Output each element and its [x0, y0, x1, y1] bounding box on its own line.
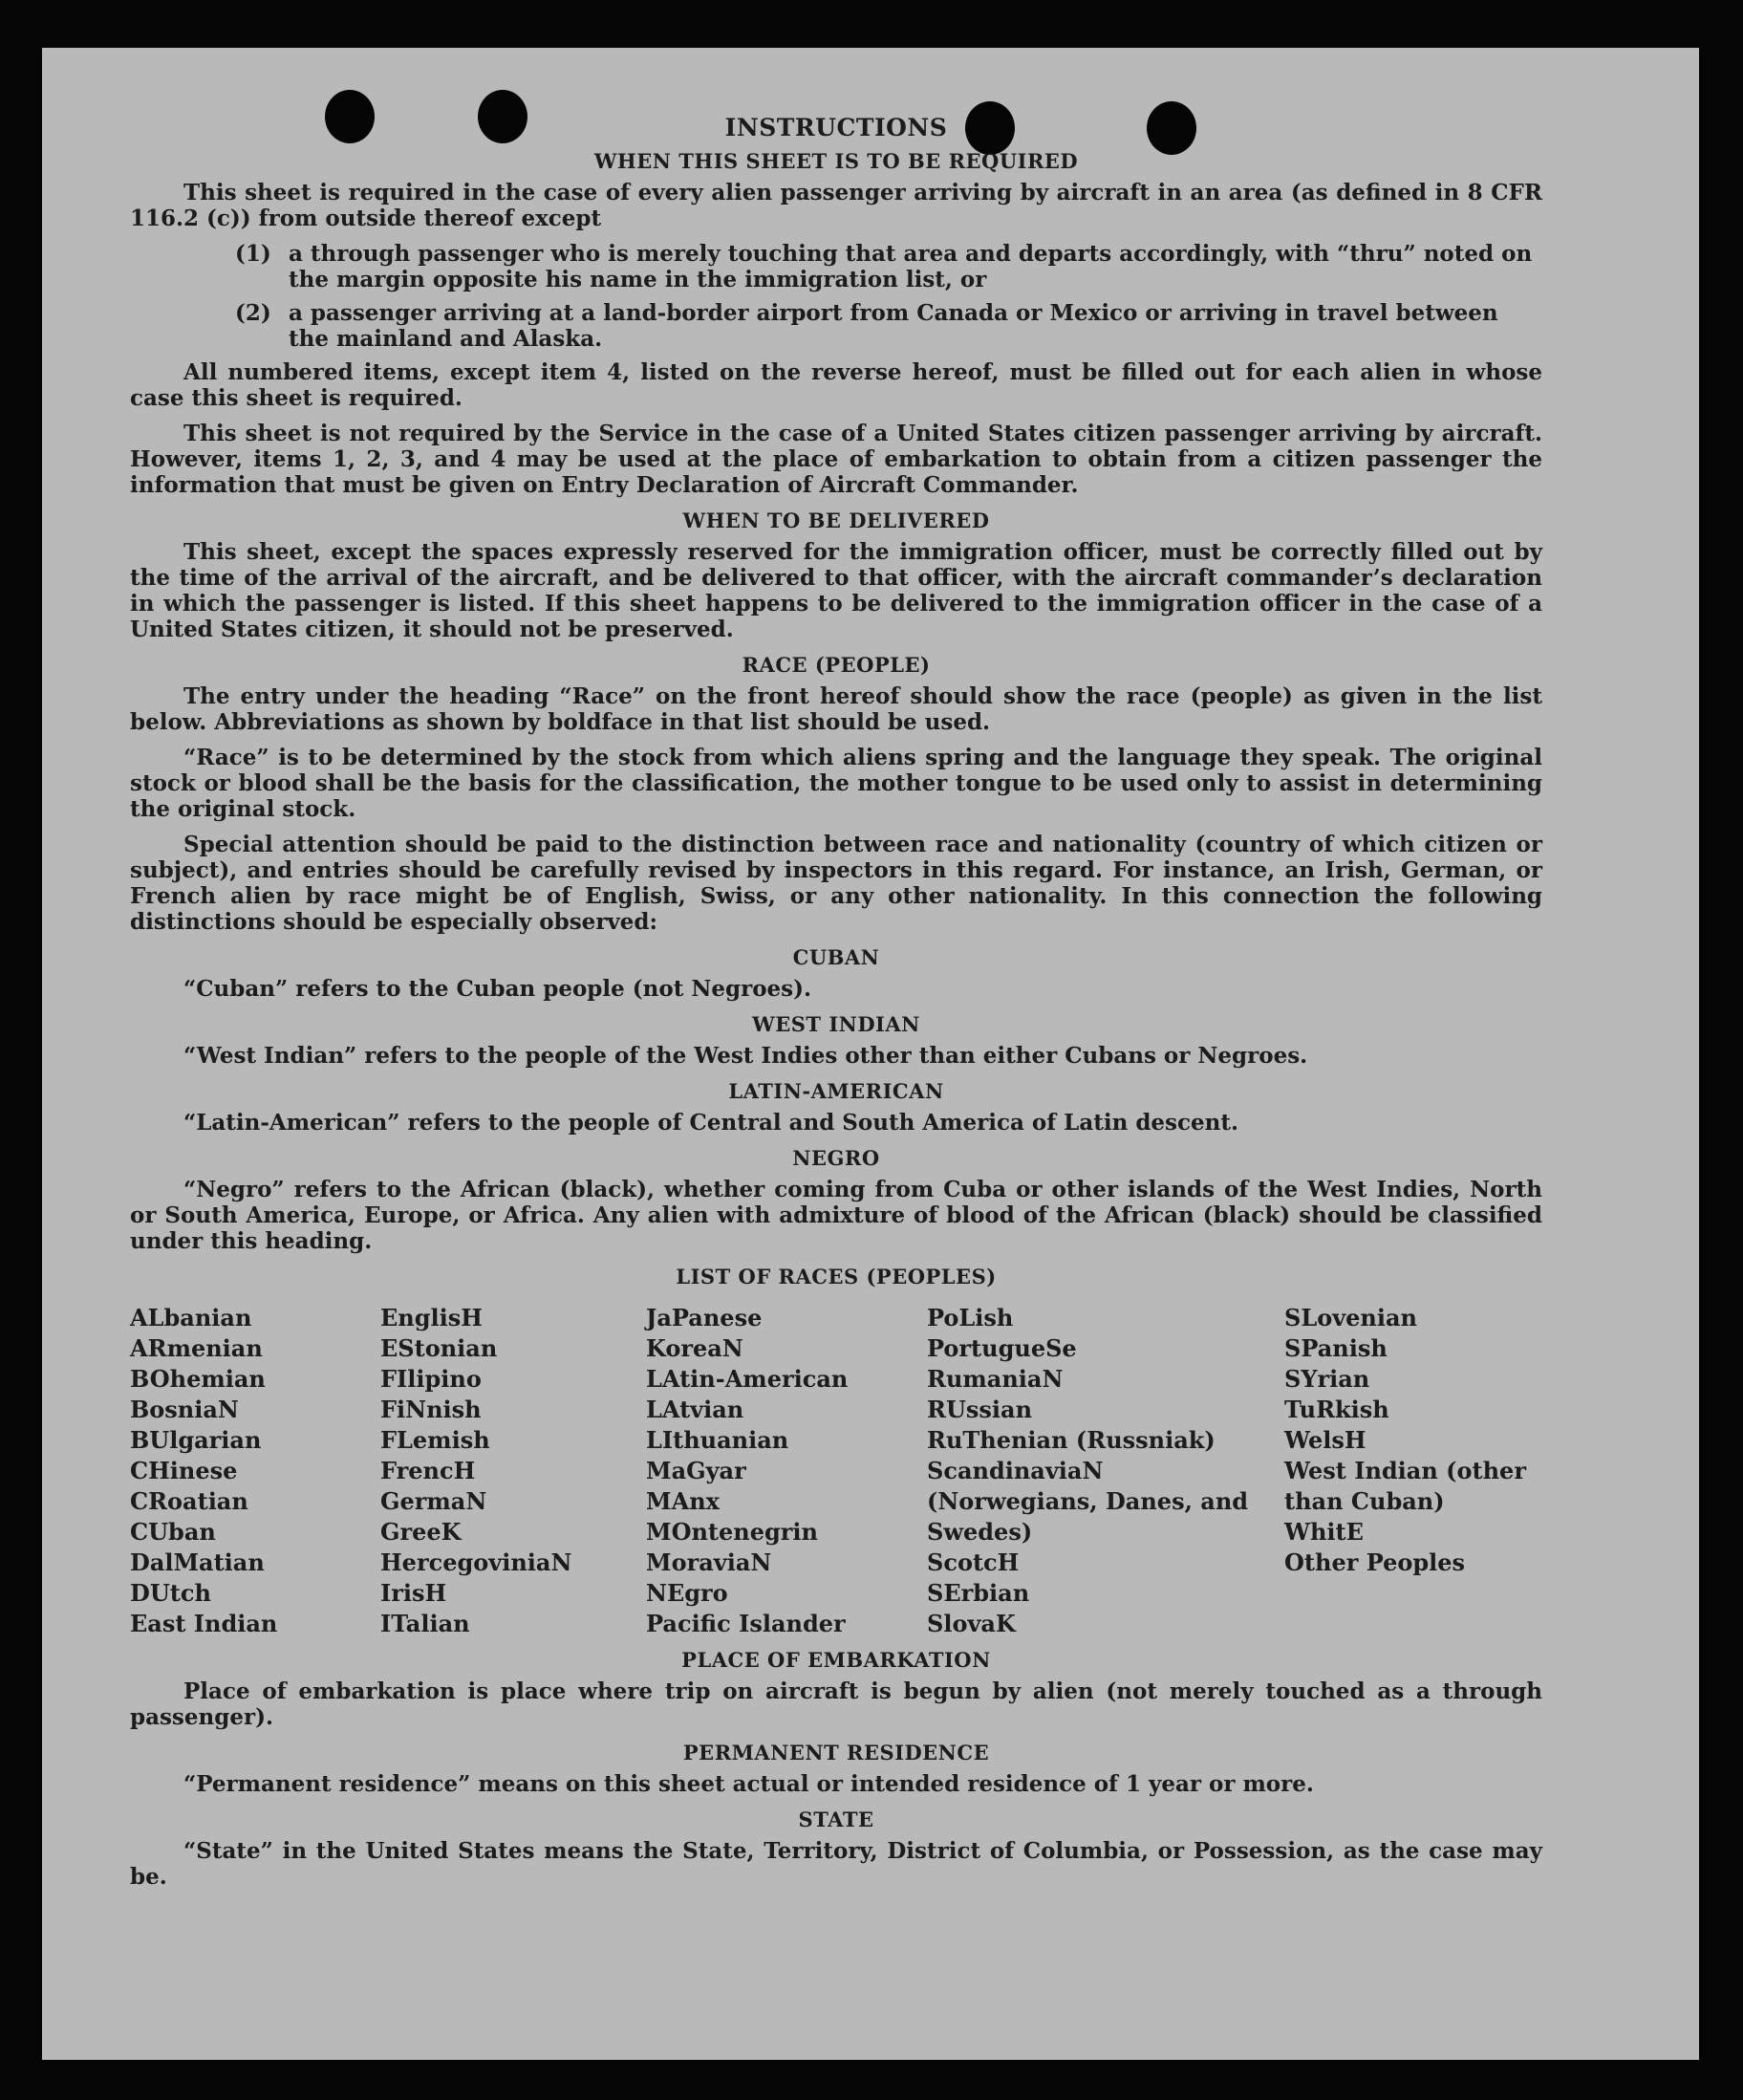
- section-title-west-indian: WEST INDIAN: [752, 1012, 920, 1036]
- race-entry: EStonian: [380, 1334, 498, 1362]
- race-entry: ITalian: [380, 1610, 470, 1637]
- race-entry: ALbanian: [130, 1304, 252, 1331]
- section-title-race: RACE (PEOPLE): [742, 653, 931, 677]
- race-entry: RumaniaN: [927, 1365, 1064, 1393]
- race-column: [380, 1303, 638, 1639]
- section-title-when-delivered: WHEN TO BE DELIVERED: [682, 509, 990, 532]
- race-entry: CHinese: [130, 1457, 238, 1484]
- race-entry: ScotcH: [927, 1548, 1020, 1576]
- race-entry: BOhemian: [130, 1365, 266, 1393]
- exception-number: (2): [235, 300, 271, 326]
- race-entry: DalMatian: [130, 1548, 265, 1576]
- race-entry: MAnx: [646, 1487, 720, 1515]
- race-para3: Special attention should be paid to the distinction between race and nationality (country of which citizen or subject), and entries should be carefully revised by inspectors in this regard. For instance, an Irish, German, or French alien by race might be of English, Swiss, or any other nationality. In this connection the following distinctions should be especially observed:: [130, 832, 1542, 935]
- negro-text: “Negro” refers to the African (black), whether coming from Cuba or other islands of the West Indies, North or South America, Europe, or Africa. Any alien with admixture of blood of the African (black) should be classified under this heading.: [130, 1177, 1542, 1254]
- race-entry: BUlgarian: [130, 1426, 262, 1454]
- race-entry: HercegoviniaN: [380, 1548, 572, 1576]
- race-entry: RuThenian (Russniak): [927, 1426, 1216, 1454]
- section-title-state: STATE: [798, 1808, 874, 1831]
- west-indian-text: “West Indian” refers to the people of the West Indies other than either Cubans or Negroes.: [183, 1043, 1308, 1069]
- race-entry: TuRkish: [1284, 1396, 1389, 1423]
- section-title-cuban: CUBAN: [792, 945, 880, 969]
- race-column: [927, 1303, 1277, 1639]
- section-title-when-required: WHEN THIS SHEET IS TO BE REQUIRED: [593, 149, 1079, 173]
- race-list: [130, 1303, 1542, 1639]
- race-entry: MoraviaN: [646, 1548, 772, 1576]
- latin-american-text: “Latin-American” refers to the people of Central and South America of Latin descent.: [183, 1110, 1238, 1136]
- race-column: [646, 1303, 919, 1639]
- race-para2: “Race” is to be determined by the stock from which aliens spring and the language they speak. The original stock or blood shall be the basis for the classification, the mother tongue to be used only to assist in determining the original stock.: [130, 745, 1542, 822]
- race-entry: NEgro: [646, 1579, 728, 1607]
- exception-item: [130, 241, 1542, 292]
- exception-item: [130, 300, 1542, 352]
- race-entry: CUban: [130, 1518, 216, 1546]
- section-title-embarkation: PLACE OF EMBARKATION: [681, 1648, 991, 1672]
- race-entry: FiNnish: [380, 1396, 482, 1423]
- race-entry: RUssian: [927, 1396, 1033, 1423]
- race-entry: LAtin-American: [646, 1365, 849, 1393]
- race-entry: IrisH: [380, 1579, 447, 1607]
- section-title-residence: PERMANENT RESIDENCE: [682, 1741, 990, 1764]
- race-entry: SErbian: [927, 1579, 1030, 1607]
- when-required-para2: All numbered items, except item 4, listed on the reverse hereof, must be filled out for each alien in whose case this sheet is required.: [130, 359, 1542, 411]
- race-entry: EnglisH: [380, 1304, 483, 1331]
- race-entry: DUtch: [130, 1579, 211, 1607]
- race-entry: East Indian: [130, 1610, 278, 1637]
- race-entry: GermaN: [380, 1487, 487, 1515]
- when-delivered-text: This sheet, except the spaces expressly reserved for the immigration officer, must be correctly filled out by the time of the arrival of the aircraft, and be delivered to that officer, with the aircraft commander’s declaration in which the passenger is listed. If this sheet happens to be delivered to the immigration officer in the case of a United States citizen, it should not be preserved.: [130, 539, 1542, 642]
- race-entry: MOntenegrin: [646, 1518, 818, 1546]
- race-entry: ScandinaviaN (Norwegians, Danes, and Swedes): [927, 1457, 1249, 1546]
- instructions-body: [130, 115, 1542, 1899]
- when-required-intro: This sheet is required in the case of every alien passenger arriving by aircraft in an area (as defined in 8 CFR 116.2 (c)) from outside thereof except: [130, 180, 1542, 231]
- race-entry: FIlipino: [380, 1365, 482, 1393]
- race-entry: ARmenian: [130, 1334, 263, 1362]
- race-entry: PoLish: [927, 1304, 1014, 1331]
- section-title-list-of-races: LIST OF RACES (PEOPLES): [676, 1265, 997, 1288]
- race-entry: FLemish: [380, 1426, 490, 1454]
- section-title-latin-american: LATIN-AMERICAN: [728, 1079, 944, 1103]
- race-entry: SLovenian: [1284, 1304, 1417, 1331]
- race-entry: WhitE: [1284, 1518, 1364, 1546]
- exception-text: a passenger arriving at a land-border airport from Canada or Mexico or arriving in travel between the mainland and Alaska.: [289, 300, 1498, 352]
- race-entry: LAtvian: [646, 1396, 744, 1423]
- race-entry: JaPanese: [646, 1304, 763, 1331]
- race-entry: WelsH: [1284, 1426, 1366, 1454]
- race-entry: KoreaN: [646, 1334, 743, 1362]
- race-entry: Other Peoples: [1284, 1548, 1466, 1576]
- section-title-negro: NEGRO: [792, 1146, 880, 1170]
- race-entry: MaGyar: [646, 1457, 746, 1484]
- state-text: “State” in the United States means the State, Territory, District of Columbia, or Possession, as the case may be.: [130, 1838, 1542, 1890]
- document-page: [42, 48, 1699, 2060]
- exception-number: (1): [235, 241, 271, 267]
- page-title: INSTRUCTIONS: [724, 114, 948, 141]
- race-entry: FrencH: [380, 1457, 476, 1484]
- when-required-para3: This sheet is not required by the Service in the case of a United States citizen passenger arriving by aircraft. However, items 1, 2, 3, and 4 may be used at the place of embarkation to obtain from a citizen passenger the information that must be given on Entry Declaration of Aircraft Commander.: [130, 421, 1542, 498]
- race-entry: GreeK: [380, 1518, 462, 1546]
- race-para1: The entry under the heading “Race” on the front hereof should show the race (people) as given in the list below. Abbreviations as shown by boldface in that list should be used.: [130, 683, 1542, 735]
- residence-text: “Permanent residence” means on this sheet actual or intended residence of 1 year or more.: [183, 1771, 1314, 1797]
- embarkation-text: Place of embarkation is place where trip on aircraft is begun by alien (not merely touched as a through passenger).: [130, 1678, 1542, 1730]
- race-entry: West Indian (other than Cuban): [1284, 1457, 1526, 1515]
- race-entry: PortugueSe: [927, 1334, 1077, 1362]
- race-entry: BosniaN: [130, 1396, 239, 1423]
- race-entry: SlovaK: [927, 1610, 1016, 1637]
- exception-text: a through passenger who is merely touching that area and departs accordingly, with “thru” noted on the margin opposite his name in the immigration list, or: [289, 241, 1533, 292]
- race-entry: SYrian: [1284, 1365, 1370, 1393]
- race-column: [130, 1303, 373, 1639]
- race-entry: Pacific Islander: [646, 1610, 846, 1637]
- race-entry: CRoatian: [130, 1487, 248, 1515]
- cuban-text: “Cuban” refers to the Cuban people (not Negroes).: [183, 976, 812, 1002]
- race-entry: SPanish: [1284, 1334, 1388, 1362]
- race-column: [1284, 1303, 1542, 1639]
- race-entry: LIthuanian: [646, 1426, 789, 1454]
